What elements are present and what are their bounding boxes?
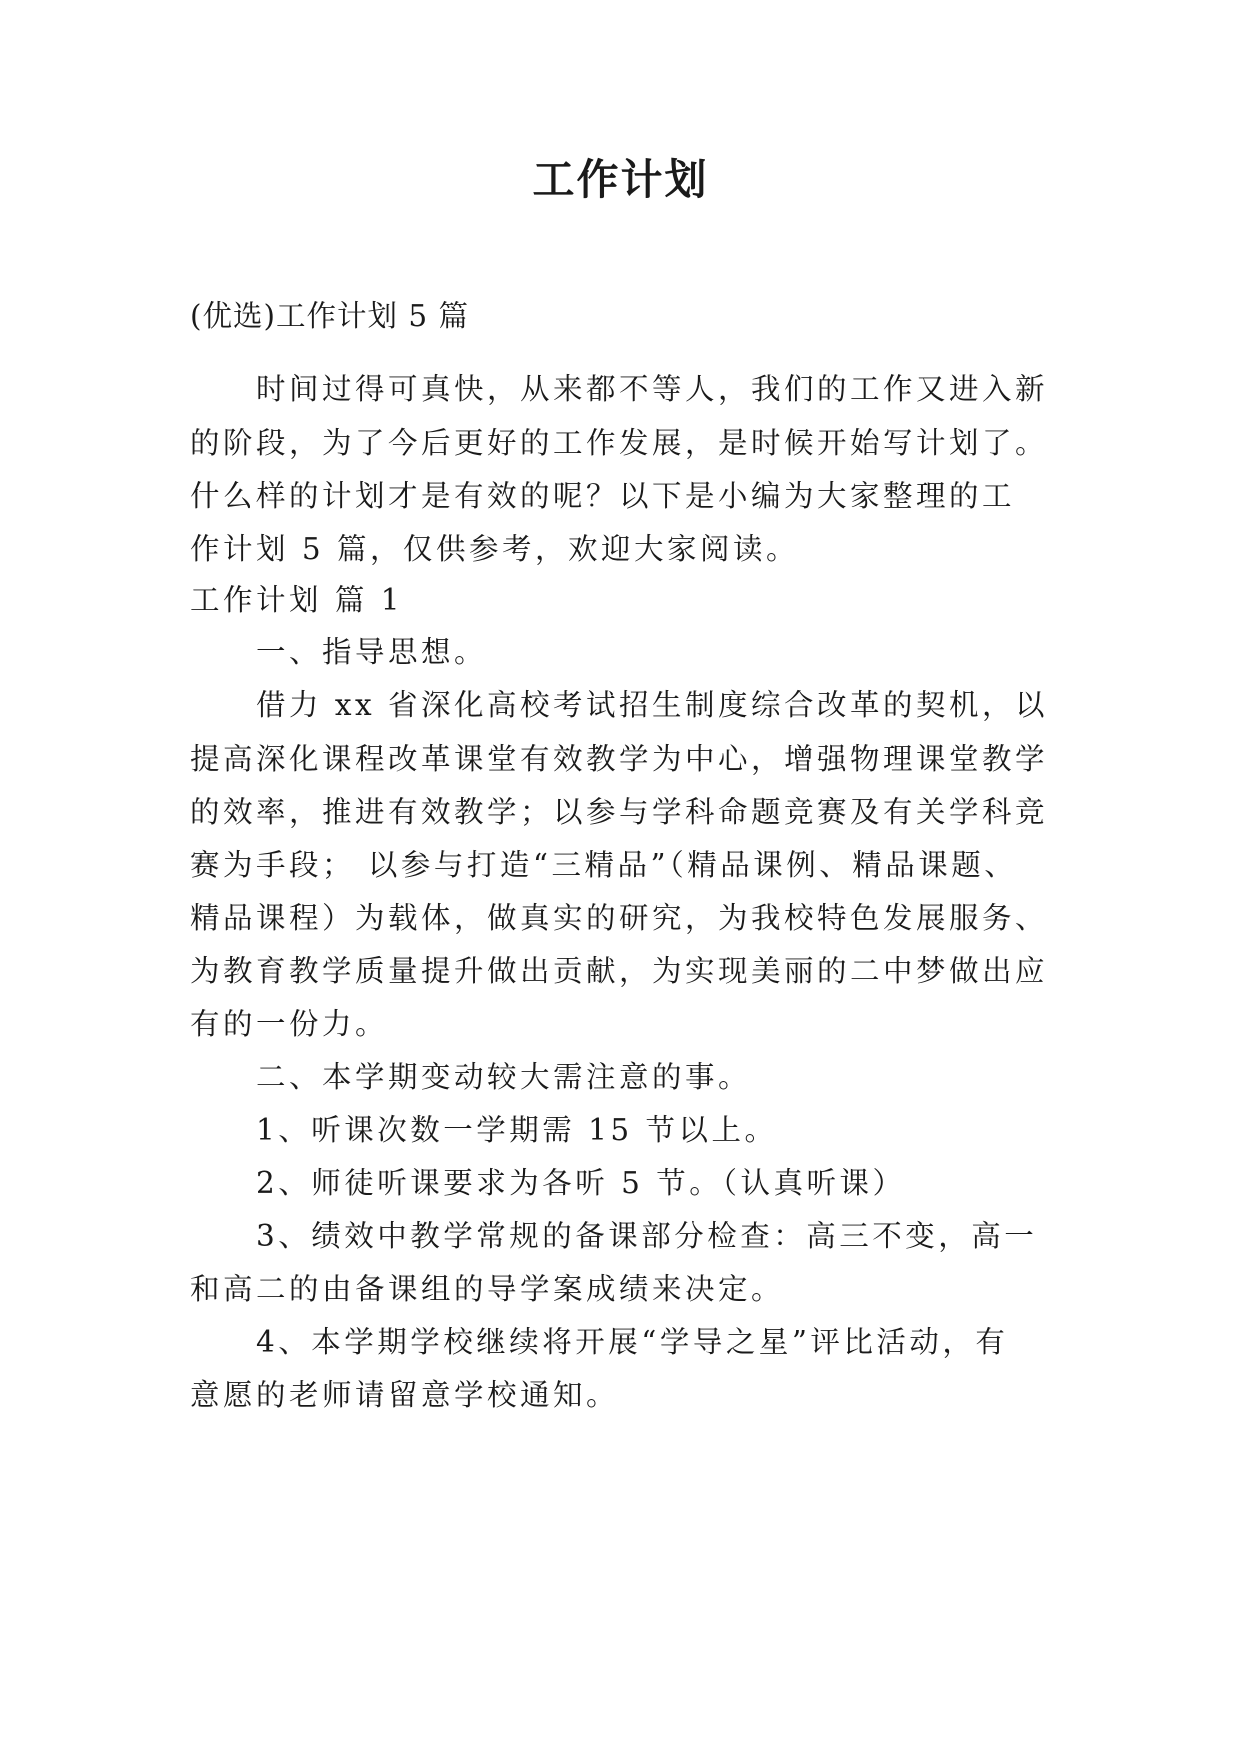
list-item-continuation: 意愿的老师请留意学校通知。 bbox=[190, 1378, 620, 1412]
list-item: 4、本学期学校继续将开展“学导之星”评比活动，有 bbox=[256, 1325, 1009, 1359]
intro-line: 时间过得可真快，从来都不等人，我们的工作又进入新 bbox=[256, 372, 1049, 406]
list-item: 2、师徒听课要求为各听 5 节。（认真听课） bbox=[256, 1166, 906, 1200]
list-item: 1、听课次数一学期需 15 节以上。 bbox=[256, 1113, 778, 1147]
part1-line: 赛为手段； 以参与打造“三精品”（精品课例、精品课题、 bbox=[190, 848, 1018, 882]
part1-line: 为教育教学质量提升做出贡献，为实现美丽的二中梦做出应 bbox=[190, 954, 1049, 988]
part1-heading: 一、指导思想。 bbox=[256, 635, 488, 669]
page-title: 工作计划 bbox=[532, 155, 709, 204]
document-subtitle: (优选)工作计划 5 篇 bbox=[190, 299, 470, 333]
part1-line: 有的一份力。 bbox=[190, 1007, 389, 1041]
intro-line: 作计划 5 篇，仅供参考，欢迎大家阅读。 bbox=[190, 532, 800, 566]
part1-line: 的效率，推进有效教学；以参与学科命题竞赛及有关学科竞 bbox=[190, 795, 1049, 829]
intro-line: 的阶段，为了今后更好的工作发展，是时候开始写计划了。 bbox=[190, 426, 1049, 460]
part1-line: 借力 xx 省深化高校考试招生制度综合改革的契机，以 bbox=[256, 688, 1049, 722]
list-item: 3、绩效中教学常规的备课部分检查：高三不变，高一 bbox=[256, 1219, 1038, 1253]
list-item-continuation: 和高二的由备课组的导学案成绩来决定。 bbox=[190, 1272, 785, 1306]
part2-heading: 二、本学期变动较大需注意的事。 bbox=[256, 1060, 752, 1094]
intro-line: 什么样的计划才是有效的呢？以下是小编为大家整理的工 bbox=[190, 479, 1016, 513]
part1-line: 精品课程）为载体，做真实的研究，为我校特色发展服务、 bbox=[190, 901, 1049, 935]
section-heading: 工作计划 篇 1 bbox=[190, 583, 404, 617]
part1-line: 提高深化课程改革课堂有效教学为中心，增强物理课堂教学 bbox=[190, 742, 1049, 776]
